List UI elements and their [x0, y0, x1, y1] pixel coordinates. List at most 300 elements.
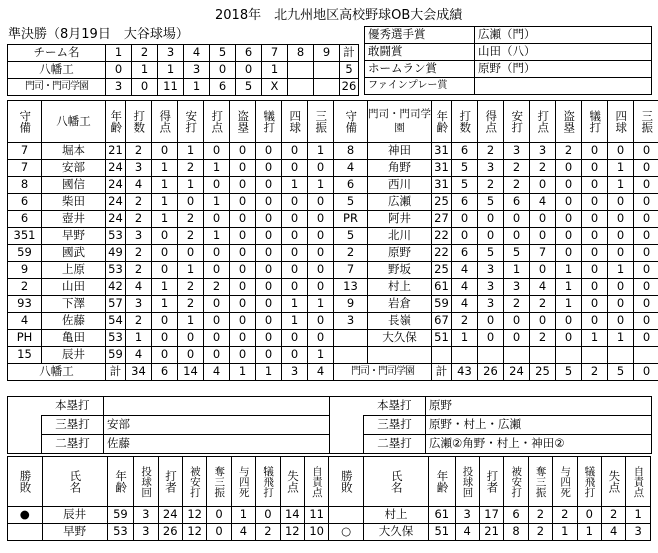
batter-ab: 4: [452, 296, 478, 313]
name-header: 氏名: [42, 457, 107, 507]
home-team-header: 八幡工: [42, 101, 106, 143]
pitcher-er: 11: [304, 507, 328, 524]
batter-age: 31: [432, 160, 452, 177]
batter-bb: 0: [282, 279, 308, 296]
total-rbi: 25: [530, 364, 556, 381]
batter-pos: 6: [8, 194, 42, 211]
table-row: [8, 507, 651, 524]
double-label: 二塁打: [364, 435, 426, 454]
batter-so: [634, 347, 658, 364]
table-row: [8, 211, 658, 228]
triple-label: 三塁打: [42, 416, 104, 435]
away-team-total-label: 門司・門司学園: [334, 364, 432, 381]
batter-bb: 0: [282, 160, 308, 177]
batter-ab: 2: [126, 313, 152, 330]
total-sb: 5: [556, 364, 582, 381]
batter-hits: 1: [178, 177, 204, 194]
batter-sb: 0: [230, 279, 256, 296]
batting-totals-row: [8, 364, 658, 381]
batter-sac: 0: [582, 279, 608, 296]
table-row: [8, 262, 658, 279]
batter-rbi: 4: [530, 279, 556, 296]
batter-hits: 2: [178, 279, 204, 296]
batter-so: 0: [308, 160, 334, 177]
batter-bb: 0: [282, 143, 308, 160]
pos-header: 守備: [334, 101, 368, 143]
ab-header: 打数: [452, 101, 478, 143]
pitcher-er: 1: [626, 507, 651, 524]
batter-so: 0: [308, 279, 334, 296]
award-row: [365, 44, 652, 61]
batter-age: 22: [432, 245, 452, 262]
batter-sb: 0: [230, 347, 256, 364]
batter-ab: 1: [126, 330, 152, 347]
batter-name: 西川: [368, 177, 432, 194]
batter-sac: 0: [582, 160, 608, 177]
batter-hits: 2: [178, 160, 204, 177]
pitcher-ra: 4: [601, 524, 625, 541]
batter-age: 42: [106, 279, 126, 296]
batter-ab: 6: [452, 245, 478, 262]
batter-hits: 2: [178, 296, 204, 313]
batter-sac: [582, 347, 608, 364]
batter-rbi: 1: [204, 194, 230, 211]
batter-sb: 0: [556, 330, 582, 347]
batter-rbi: 0: [530, 177, 556, 194]
batter-ab: 0: [452, 211, 478, 228]
batter-sb: 1: [556, 279, 582, 296]
pitcher-sacf: 1: [577, 524, 601, 541]
batter-name: 壺井: [42, 211, 106, 228]
report-title: 2018年 北九州地区高校野球OB大会成績: [215, 8, 463, 23]
pitching-header-row: [8, 457, 651, 507]
batter-hits: [504, 347, 530, 364]
hr-label: 本塁打: [42, 397, 104, 416]
batter-pos: 8: [8, 177, 42, 194]
batter-pos: 13: [334, 279, 368, 296]
batter-rbi: 0: [530, 228, 556, 245]
batter-sac: 0: [256, 313, 282, 330]
batter-ab: 3: [126, 296, 152, 313]
extra-hits-table: [7, 396, 652, 454]
linescore-row-away: [8, 79, 359, 96]
batter-name: 上原: [42, 262, 106, 279]
score-cell: 6: [210, 79, 236, 96]
batter-pos: PH: [8, 330, 42, 347]
batter-sb: 1: [556, 262, 582, 279]
batter-hits: 0: [178, 347, 204, 364]
batter-ab: 4: [126, 279, 152, 296]
batter-sb: 2: [556, 143, 582, 160]
batter-so: 0: [634, 330, 658, 347]
batter-age: 24: [106, 177, 126, 194]
batter-age: 53: [106, 228, 126, 245]
batter-sac: 0: [256, 330, 282, 347]
pitcher-wl: [329, 507, 364, 524]
pitcher-name: 辰井: [42, 507, 107, 524]
score-cell: 1: [132, 62, 158, 79]
batter-rbi: 0: [530, 313, 556, 330]
batter-hits: 0: [504, 228, 530, 245]
extra-hit-row: [8, 397, 652, 416]
batter-pos: 3: [334, 313, 368, 330]
batter-runs: 5: [478, 245, 504, 262]
batter-bb: 0: [282, 228, 308, 245]
batter-so: 0: [634, 245, 658, 262]
sacf-header: 犠飛打: [577, 457, 601, 507]
batter-runs: 1: [152, 177, 178, 194]
batter-name: 佐藤: [42, 313, 106, 330]
batting-header-row: [8, 101, 658, 143]
batter-sac: 0: [582, 245, 608, 262]
batter-rbi: 0: [204, 296, 230, 313]
batter-sb: 1: [556, 296, 582, 313]
award-value: [475, 78, 652, 95]
awards-table: [364, 26, 652, 95]
batter-sb: 0: [230, 296, 256, 313]
batter-rbi: 0: [204, 262, 230, 279]
ha-header: 被安打: [182, 457, 206, 507]
score-cell: 5: [236, 79, 262, 96]
batter-hits: 2: [178, 211, 204, 228]
batter-bb: 0: [282, 194, 308, 211]
score-total: 26: [340, 79, 359, 96]
batter-sac: 0: [582, 262, 608, 279]
batter-age: 59: [432, 296, 452, 313]
batter-sb: 0: [230, 143, 256, 160]
batter-bb: 1: [282, 313, 308, 330]
batter-runs: 1: [152, 211, 178, 228]
score-cell: 0: [236, 62, 262, 79]
total-ab: 43: [452, 364, 478, 381]
batter-name: 広瀬: [368, 194, 432, 211]
batter-so: 1: [308, 296, 334, 313]
pitcher-k: 2: [528, 524, 552, 541]
batter-sac: 0: [256, 279, 282, 296]
batter-pos: PR: [334, 211, 368, 228]
batter-so: 0: [634, 313, 658, 330]
totals-label: 計: [432, 364, 452, 381]
award-label: 敢闘賞: [365, 44, 475, 61]
table-row: [8, 228, 658, 245]
batter-age: 53: [106, 262, 126, 279]
total-hits: 24: [504, 364, 530, 381]
batter-ab: 5: [452, 160, 478, 177]
batter-rbi: 1: [204, 160, 230, 177]
award-value: 広瀬（門）: [475, 27, 652, 44]
total-bb: 5: [608, 364, 634, 381]
batter-sb: 0: [230, 160, 256, 177]
batter-runs: 0: [478, 211, 504, 228]
batter-name: 早野: [42, 228, 106, 245]
batter-so: 0: [308, 194, 334, 211]
batter-sb: 0: [230, 245, 256, 262]
table-row: [8, 313, 658, 330]
batter-hits: 0: [504, 313, 530, 330]
table-row: [8, 296, 658, 313]
batter-runs: 0: [152, 228, 178, 245]
batter-rbi: 0: [204, 330, 230, 347]
batter-pos: 6: [334, 177, 368, 194]
batter-ab: 2: [126, 143, 152, 160]
inning-6: 6: [236, 45, 262, 62]
batter-so: 1: [308, 177, 334, 194]
k-header: 奪三振: [528, 457, 552, 507]
batter-rbi: 2: [204, 279, 230, 296]
batter-so: 0: [634, 160, 658, 177]
batter-so: 1: [308, 347, 334, 364]
ip-header: 投球回: [134, 457, 158, 507]
batter-ab: 6: [452, 194, 478, 211]
batter-sb: 0: [230, 262, 256, 279]
batter-name: 柴田: [42, 194, 106, 211]
batter-sac: 0: [256, 245, 282, 262]
batter-so: 0: [308, 313, 334, 330]
batter-rbi: 2: [530, 296, 556, 313]
batter-bb: 1: [608, 262, 634, 279]
batter-so: 0: [634, 211, 658, 228]
batter-ab: 2: [126, 211, 152, 228]
batter-runs: 0: [152, 143, 178, 160]
batter-sac: 1: [582, 330, 608, 347]
pitcher-ip: 3: [134, 507, 158, 524]
batter-age: 24: [106, 194, 126, 211]
award-row: [365, 78, 652, 95]
hits-header: 安打: [178, 101, 204, 143]
batter-pos: 6: [8, 211, 42, 228]
batter-rbi: 0: [204, 177, 230, 194]
batter-pos: 2: [8, 279, 42, 296]
pitcher-wl: ○: [329, 524, 364, 541]
batter-hits: 0: [178, 194, 204, 211]
table-row: [8, 245, 658, 262]
runs-header: 得点: [478, 101, 504, 143]
batter-pos: 4: [8, 313, 42, 330]
score-cell: [288, 79, 314, 96]
batter-pos: 7: [8, 143, 42, 160]
ha-header: 被安打: [504, 457, 528, 507]
batter-hits: 2: [178, 228, 204, 245]
pitcher-ha: 12: [182, 507, 206, 524]
pitcher-sacf: 0: [577, 507, 601, 524]
triple-value: 原野・村上・広瀬: [426, 416, 652, 435]
away-team-header: 門司・門司学園: [368, 101, 432, 143]
batter-name: 下澤: [42, 296, 106, 313]
batter-runs: 0: [478, 228, 504, 245]
pitcher-age: 61: [429, 507, 455, 524]
batter-pos: 8: [334, 143, 368, 160]
batter-sb: 0: [230, 211, 256, 228]
hr-value: 原野: [426, 397, 652, 416]
batter-hits: 2: [504, 177, 530, 194]
table-row: [8, 177, 658, 194]
batter-rbi: 0: [530, 262, 556, 279]
award-value: 山田（八）: [475, 44, 652, 61]
batter-runs: 0: [152, 330, 178, 347]
batter-ab: 0: [452, 228, 478, 245]
batter-age: 24: [106, 211, 126, 228]
wl-header: 勝敗: [329, 457, 364, 507]
total-sac: 1: [256, 364, 282, 381]
total-so: 0: [634, 364, 658, 381]
pitcher-bbhbp: 1: [553, 524, 577, 541]
batter-age: 31: [432, 177, 452, 194]
pitcher-bbhbp: 4: [231, 524, 255, 541]
pitcher-er: 3: [626, 524, 651, 541]
batter-runs: 1: [152, 296, 178, 313]
batter-ab: 4: [452, 262, 478, 279]
batter-sb: 0: [230, 228, 256, 245]
inning-4: 4: [184, 45, 210, 62]
batter-so: 0: [634, 194, 658, 211]
game-label: 準決勝（8月19日 大谷球場）: [8, 27, 189, 42]
batter-name: 村上: [368, 279, 432, 296]
table-row: [8, 524, 651, 541]
batter-so: 0: [634, 143, 658, 160]
hr-value: [104, 397, 330, 416]
double-value: 広瀬②角野・村上・神田②: [426, 435, 652, 454]
batting-table: [7, 100, 658, 381]
batter-rbi: [530, 347, 556, 364]
home-team-total-label: 八幡工: [8, 364, 106, 381]
table-row: [8, 279, 658, 296]
pitcher-k: 0: [207, 507, 231, 524]
spacer: [8, 397, 42, 454]
batter-name: 大久保: [368, 330, 432, 347]
batter-pos: 2: [334, 245, 368, 262]
pitcher-wl: ●: [8, 507, 43, 524]
batter-hits: 1: [178, 143, 204, 160]
batter-runs: 0: [152, 245, 178, 262]
name-header: 氏名: [363, 457, 428, 507]
double-label: 二塁打: [42, 435, 104, 454]
batter-name: [368, 347, 432, 364]
batter-so: 1: [308, 143, 334, 160]
team-name: 八幡工: [8, 62, 106, 79]
inning-3: 3: [158, 45, 184, 62]
batter-sac: 0: [256, 194, 282, 211]
total-header: 計: [340, 45, 359, 62]
pitcher-ra: 12: [280, 524, 304, 541]
inning-8: 8: [288, 45, 314, 62]
award-label: ファインプレー賞: [365, 78, 475, 95]
score-cell: X: [262, 79, 288, 96]
batter-bb: 0: [608, 143, 634, 160]
award-row: [365, 61, 652, 78]
award-row: [365, 27, 652, 44]
batter-sb: 0: [230, 194, 256, 211]
score-total: 5: [340, 62, 359, 79]
bf-header: 打者: [158, 457, 182, 507]
so-header: 三振: [634, 101, 658, 143]
batter-rbi: 7: [530, 245, 556, 262]
batter-name: 國武: [42, 245, 106, 262]
batter-name: 辰井: [42, 347, 106, 364]
pitcher-ip: 3: [455, 507, 479, 524]
batter-sac: 0: [256, 347, 282, 364]
double-value: 佐藤: [104, 435, 330, 454]
batter-age: 31: [432, 143, 452, 160]
batter-rbi: 0: [204, 313, 230, 330]
batter-ab: 2: [126, 194, 152, 211]
batter-so: 0: [634, 228, 658, 245]
k-header: 奪三振: [207, 457, 231, 507]
bbhbp-header: 与四死: [553, 457, 577, 507]
batter-ab: 2: [452, 313, 478, 330]
batter-name: 堀本: [42, 143, 106, 160]
batter-runs: [478, 347, 504, 364]
batter-runs: 5: [478, 194, 504, 211]
batter-runs: 3: [478, 262, 504, 279]
batter-sac: 0: [256, 211, 282, 228]
batter-runs: 3: [478, 160, 504, 177]
batter-sb: 0: [230, 313, 256, 330]
ra-header: 失点: [280, 457, 304, 507]
batter-bb: 0: [608, 228, 634, 245]
batter-runs: 0: [478, 330, 504, 347]
total-so: 4: [308, 364, 334, 381]
wl-header: 勝敗: [8, 457, 43, 507]
pitcher-bbhbp: 2: [553, 507, 577, 524]
total-bb: 3: [282, 364, 308, 381]
totals-label: 計: [106, 364, 126, 381]
batter-sac: 0: [582, 211, 608, 228]
inning-1: 1: [106, 45, 132, 62]
batter-sac: 0: [582, 194, 608, 211]
batter-age: 49: [106, 245, 126, 262]
table-row: [8, 330, 658, 347]
batter-bb: 0: [608, 211, 634, 228]
batter-sb: 0: [556, 160, 582, 177]
batter-bb: 1: [608, 177, 634, 194]
batter-name: 原野: [368, 245, 432, 262]
table-row: [8, 194, 658, 211]
batter-bb: 0: [608, 313, 634, 330]
total-sb: 1: [230, 364, 256, 381]
pos-header: 守備: [8, 101, 42, 143]
hits-header: 安打: [504, 101, 530, 143]
score-cell: 0: [106, 62, 132, 79]
table-row: [8, 160, 658, 177]
batter-runs: 2: [478, 143, 504, 160]
sacf-header: 犠飛打: [256, 457, 280, 507]
batter-age: [432, 347, 452, 364]
batter-sac: 0: [256, 177, 282, 194]
batter-pos: 5: [334, 194, 368, 211]
batter-pos: 5: [334, 228, 368, 245]
pitcher-bf: 26: [158, 524, 182, 541]
batter-pos: 9: [334, 296, 368, 313]
batter-so: 0: [308, 245, 334, 262]
batter-sb: 0: [556, 313, 582, 330]
score-cell: 11: [158, 79, 184, 96]
team-header: チーム名: [8, 45, 106, 62]
batter-ab: 6: [452, 143, 478, 160]
batter-runs: 1: [152, 279, 178, 296]
inning-9: 9: [314, 45, 340, 62]
pitching-table: [7, 456, 651, 541]
batter-ab: 4: [126, 347, 152, 364]
ip-header: 投球回: [455, 457, 479, 507]
batter-hits: 0: [178, 330, 204, 347]
batter-name: 山田: [42, 279, 106, 296]
batter-age: 24: [106, 160, 126, 177]
inning-5: 5: [210, 45, 236, 62]
batter-ab: 1: [452, 330, 478, 347]
total-hits: 14: [178, 364, 204, 381]
batter-sac: 0: [582, 296, 608, 313]
batter-name: 神田: [368, 143, 432, 160]
